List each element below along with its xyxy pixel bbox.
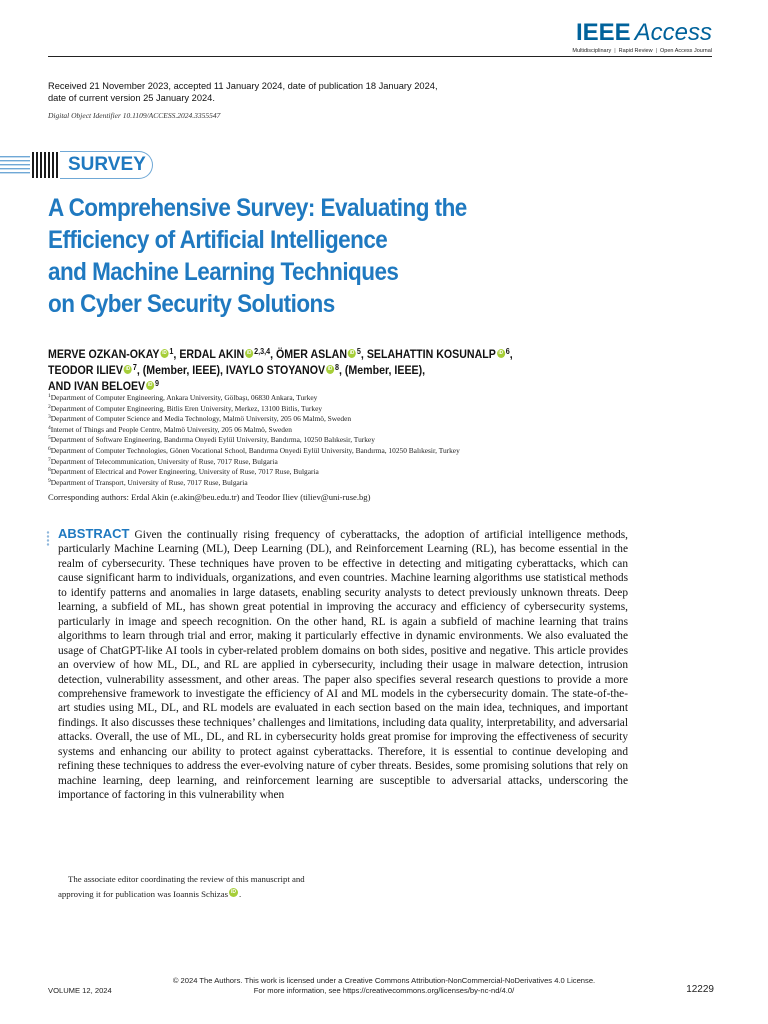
doi: Digital Object Identifier 10.1109/ACCESS.2024.3355547	[48, 111, 221, 120]
author-line	[48, 378, 624, 394]
affiliation-number: 2	[48, 403, 51, 410]
author-line: MERVE OZKAN-OKAY iD $^1$, ERDAL AKIN iD $^{2,3,4}$, ÖMER ASLAN iD $^5$, SELAHATTIN KOSUNALP iD $^6$,	[48, 347, 513, 361]
affiliation-number: 3	[48, 414, 51, 421]
author-affiliation-ref: 2,3,4	[254, 347, 271, 356]
abstract-label: ABSTRACT	[58, 526, 130, 541]
editor-note-line-1: The associate editor coordinating the review of this manuscript and	[68, 874, 305, 884]
orcid-icon[interactable]: iD	[498, 350, 504, 356]
article-type-badge	[0, 148, 155, 182]
survey-pill	[60, 151, 153, 179]
affiliation-item	[48, 435, 708, 446]
affiliation-number: 9	[48, 477, 51, 484]
editor-note-period: .	[239, 889, 242, 899]
editor-note-text: approving it for publication was Ioannis Schizas	[58, 889, 229, 899]
license-line-1: © 2024 The Authors. This work is licensed under a Creative Commons Attribution-NonCommercial-NoDerivatives 4.0 License.	[172, 976, 596, 985]
tagline-item: Rapid Review	[618, 48, 653, 54]
dates-line-1: Received 21 November 2023, accepted 11 January 2024, date of publication 18 January 2024,	[48, 81, 438, 91]
page-number: 12229	[686, 984, 714, 995]
tagline-item: Open Access Journal	[660, 48, 712, 54]
journal-brand	[572, 20, 712, 54]
affiliation-item	[48, 414, 708, 425]
affiliation-text: Department of Telecommunication, University of Ruse, 7017 Ruse, Bulgaria	[50, 456, 278, 466]
affiliation-text: Department of Transport, University of Ruse, 7017 Ruse, Bulgaria	[50, 477, 248, 487]
affiliation-number: 8	[48, 467, 51, 474]
license-notice	[0, 976, 768, 996]
affiliation-number: 5	[48, 435, 51, 442]
corresponding-authors: Corresponding authors: Erdal Akin (e.akin@beu.edu.tr) and Teodor Iliev (tiliev@uni-ruse.bg)	[48, 492, 371, 502]
affiliation-item	[48, 446, 708, 457]
abstract	[58, 527, 628, 803]
orcid-icon[interactable]: iD	[327, 366, 333, 372]
title-line: Efficiency of Artificial Intelligence	[48, 226, 388, 254]
dates-line-2: date of current version 25 January 2024.	[48, 93, 215, 103]
affiliation-item	[48, 467, 708, 478]
orcid-icon[interactable]: iD	[349, 350, 355, 356]
volume-info: VOLUME 12, 2024	[48, 986, 112, 995]
author-name: IVAYLO STOYANOV	[225, 363, 326, 377]
affiliation-item	[48, 478, 708, 489]
logo-ieee: IEEE	[575, 19, 631, 46]
orcid-icon[interactable]: iD	[246, 350, 252, 356]
author-affiliation-ref: 9	[155, 379, 160, 388]
affiliation-number: 7	[48, 456, 51, 463]
title-line: A Comprehensive Survey: Evaluating the	[48, 194, 467, 222]
author-affiliation-ref: 6	[505, 347, 510, 356]
journal-logo	[572, 20, 712, 46]
author-conjunction: AND	[48, 379, 72, 393]
affiliation-item	[48, 393, 708, 404]
author-name: IVAN BELOEV	[73, 379, 146, 393]
affiliation-text: Internet of Things and People Centre, Malmö University, 205 06 Malmö, Sweden	[50, 424, 292, 434]
affiliation-item	[48, 425, 708, 436]
editor-note-line-2	[58, 887, 378, 902]
orcid-icon[interactable]: iD	[231, 889, 237, 895]
author-list	[48, 346, 624, 394]
title-line: and Machine Learning Techniques	[48, 258, 399, 286]
editor-footnote	[58, 872, 378, 902]
affiliation-text: Department of Computer Technologies, Gönen Vocational School, Bandırma Onyedi Eylül University, Bandırma, 10250 Balıkesir, Turkey	[50, 445, 460, 455]
orcid-icon[interactable]: iD	[147, 382, 153, 388]
author-affiliation-ref: 1	[169, 347, 174, 356]
author-affiliation-ref: 7	[132, 363, 137, 372]
affiliation-item	[48, 404, 708, 415]
title-line: on Cyber Security Solutions	[48, 290, 335, 318]
affiliation-text: Department of Software Engineering, Bandırma Onyedi Eylül University, Bandırma, 10250 Balıkesir, Turkey	[50, 435, 375, 445]
author-name: SELAHATTIN KOSUNALP	[366, 347, 496, 361]
logo-access: Access	[634, 19, 712, 46]
author-name: TEODOR ILIEV	[48, 363, 123, 377]
author-name: MERVE OZKAN-OKAY	[48, 347, 160, 361]
author-name: ERDAL AKIN	[179, 347, 245, 361]
author-line: TEODOR ILIEV iD $^7$, (Member, IEEE), IVAYLO STOYANOV iD $^8$, (Member, IEEE),	[48, 363, 426, 377]
dotted-marker-icon	[46, 531, 50, 547]
affiliation-text: Department of Computer Engineering, Ankara University, Gölbaşı, 06830 Ankara, Turkey	[50, 393, 318, 402]
author-name: ÖMER ASLAN	[276, 347, 348, 361]
abstract-text: Given the continually rising frequency of cyberattacks, the adoption of artificial intelligence methods, particularly Machine Learning (ML), Deep Learning (DL), and Reinforcement Learning (RL), has become essential in the realm of cybersecurity. These techniques have proven to be effective in detecting and mitigating cyberattacks, which can cause significant harm to individuals, organizations, and even countries. Machine learning algorithms use statistical methods to identify patterns and anomalies in large datasets, enabling security analysts to detect previously unknown threats. Deep learning, a subfield of ML, has shown great potential in improving the accuracy and efficiency of cybersecurity systems, particularly in image and speech recognition. On the other hand, RL is again a subfield of machine learning that trains algorithms to learn through trial and error, making it particularly effective in dynamic environments. We also evaluated the usage of ChatGPT-like AI tools in cyber-related problem domains on both sides, positive and negative. This article provides an overview of how ML, DL, and RL are applied in cybersecurity, including their usage in malware detection, intrusion detection, vulnerability assessment, and other areas. The paper also specifies several research questions to provide a more comprehensive framework to investigate the efficiency of AI and ML models in the cybersecurity domain. The state-of-the-art studies using ML, DL, and RL models are evaluated in each section based on the main idea, techniques, and important findings. It also discusses these techniques’ challenges and limitations, including data quality, interpretability, and adversarial attacks. Overall, the use of ML, DL, and RL in cybersecurity holds great promise for improving the effectiveness of security systems and enhancing our ability to protect against cyberattacks. Therefore, it is essential to continue developing and refining these techniques to address the ever-evolving nature of cyber threats. Besides, some promising solutions that rely on machine learning, deep learning, and reinforcement learning are susceptible to adversarial attacks, underscoring the importance of factoring in this vulnerability when	[58, 529, 628, 802]
author-membership: (Member, IEEE),	[344, 363, 426, 377]
author-affiliation-ref: 8	[334, 363, 339, 372]
journal-tagline: Multidisciplinary | Rapid Review | Open Access Journal	[572, 48, 712, 54]
affiliation-number: 6	[48, 445, 51, 452]
affiliation-number: 1	[48, 393, 51, 399]
license-line-2[interactable]: For more information, see https://creativecommons.org/licenses/by-nc-nd/4.0/	[253, 986, 515, 995]
affiliation-text: Department of Electrical and Power Engineering, University of Ruse, 7017 Ruse, Bulgaria	[50, 467, 319, 477]
author-affiliation-ref: 5	[356, 347, 361, 356]
affiliation-number: 4	[48, 424, 51, 431]
affiliation-text: Department of Computer Engineering, Bitlis Eren University, Merkez, 13100 Bitlis, Turkey	[50, 403, 323, 413]
barcode-stripes-icon	[0, 152, 60, 178]
paper-title	[48, 192, 552, 320]
orcid-icon[interactable]: iD	[162, 350, 167, 356]
header-divider	[48, 56, 712, 57]
tagline-item: Multidisciplinary	[572, 48, 612, 54]
affiliation-list	[48, 393, 708, 488]
author-membership: (Member, IEEE),	[142, 363, 223, 377]
affiliation-text: Department of Computer Science and Media Technology, Malmö University, 205 06 Malmö, Sweden	[50, 414, 352, 424]
affiliation-item	[48, 457, 708, 468]
article-type-label: SURVEY	[68, 154, 146, 175]
orcid-icon[interactable]: iD	[125, 366, 131, 372]
publication-dates	[48, 80, 648, 104]
